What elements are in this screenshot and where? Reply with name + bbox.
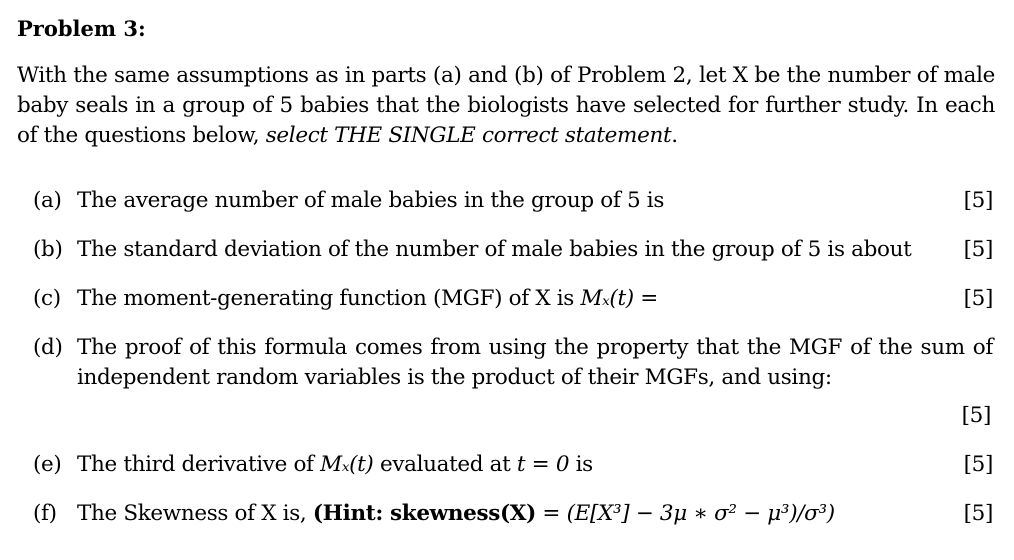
mgf-expression: Mₓ(t) = bbox=[580, 286, 658, 311]
question-item-e bbox=[17, 450, 995, 480]
question-text: The average number of male babies in the group of 5 is bbox=[77, 188, 665, 213]
question-label: (c) bbox=[33, 286, 61, 311]
intro-text: With the same assumptions as in parts (a) and (b) of Problem 2, let X be the number of male baby seals in a group of 5 babies that the biologists have selected for further study. In each of the questions below, bbox=[17, 63, 995, 148]
t-value-expression: t = 0 bbox=[516, 452, 570, 477]
hint-label: (Hint: skewness(X) bbox=[312, 501, 536, 526]
question-list bbox=[17, 186, 995, 529]
question-label: (d) bbox=[33, 335, 63, 360]
question-text: The standard deviation of the number of male babies in the group of 5 is about bbox=[77, 237, 912, 262]
question-text: The proof of this formula comes from using the property that the MGF of the sum of independent random variables is the product of their MGFs, and using: bbox=[77, 335, 993, 390]
question-points: [5] bbox=[963, 188, 993, 213]
question-text: The third derivative of bbox=[77, 452, 321, 477]
question-text: evaluated at bbox=[373, 452, 517, 477]
question-label: (f) bbox=[33, 501, 57, 526]
question-label: (a) bbox=[33, 188, 62, 213]
question-item-b bbox=[17, 235, 995, 265]
question-text: The Skewness of X is, bbox=[77, 501, 313, 526]
problem-page bbox=[17, 14, 995, 548]
question-text: is bbox=[569, 452, 593, 477]
question-item-f bbox=[17, 499, 995, 529]
question-points: [5] bbox=[961, 403, 991, 428]
problem-intro bbox=[17, 61, 995, 151]
intro-end: . bbox=[671, 123, 678, 148]
question-label: (e) bbox=[33, 452, 62, 477]
question-item-a bbox=[17, 186, 995, 216]
mgf-expression: Mₓ(t) bbox=[320, 452, 374, 477]
intro-emphasis: select THE SINGLE correct statement bbox=[265, 123, 672, 148]
question-item-c bbox=[17, 284, 995, 314]
question-text: The moment-generating function (MGF) of X is bbox=[77, 286, 581, 311]
question-points: [5] bbox=[963, 501, 993, 526]
question-points: [5] bbox=[963, 286, 993, 311]
skewness-formula: = (E[X³] − 3μ ∗ σ² − μ³)/σ³) bbox=[535, 501, 835, 526]
question-points: [5] bbox=[963, 452, 993, 477]
question-item-d bbox=[17, 333, 995, 431]
problem-title: Problem 3: bbox=[17, 16, 146, 41]
question-points: [5] bbox=[963, 237, 993, 262]
question-label: (b) bbox=[33, 237, 63, 262]
